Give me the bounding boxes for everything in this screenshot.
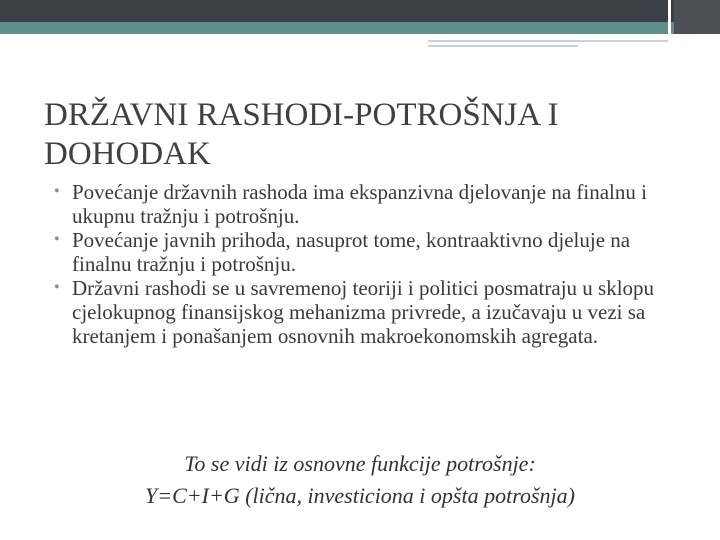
corner-decoration: [674, 0, 720, 34]
decorative-rule-short: [428, 45, 578, 47]
formula-block: [40, 448, 680, 512]
bullet-text: Povećanje državnih rashoda ima ekspanzivna djelovanje na finalnu i ukupnu tražnju i potrošnju.: [72, 180, 647, 228]
bullet-dot-icon: •: [54, 279, 60, 296]
bullet-list: [54, 180, 690, 348]
header-accent-stripe: [0, 22, 720, 34]
bullet-text: Povećanje javnih prihoda, nasuprot tome, kontraaktivno djeluje na finalnu tražnju i potrošnju.: [72, 228, 631, 276]
bullet-dot-icon: •: [54, 183, 60, 200]
bullet-item: [54, 276, 690, 348]
formula-equation: Y=C+I+G (lična, investiciona i opšta potrošnja): [145, 483, 575, 508]
header-dark-bar: [0, 0, 720, 22]
bullet-dot-icon: •: [54, 231, 60, 248]
bullet-item: [54, 180, 690, 228]
bullet-item: [54, 228, 690, 276]
slide-title: DRŽAVNI RASHODI-POTROŠNJA I DOHODAK: [44, 97, 559, 172]
decorative-rule: [428, 40, 668, 42]
bullet-text: Državni rashodi se u savremenoj teoriji i politici posmatraju u sklopu cjelokupnog finansijskog mehanizma privrede, a izučavaju u vezi sa kretanjem i ponašanjem osnovnih makroekonomskih agregata.: [72, 276, 655, 348]
formula-intro: To se vidi iz osnovne funkcije potrošnje:: [184, 451, 536, 476]
